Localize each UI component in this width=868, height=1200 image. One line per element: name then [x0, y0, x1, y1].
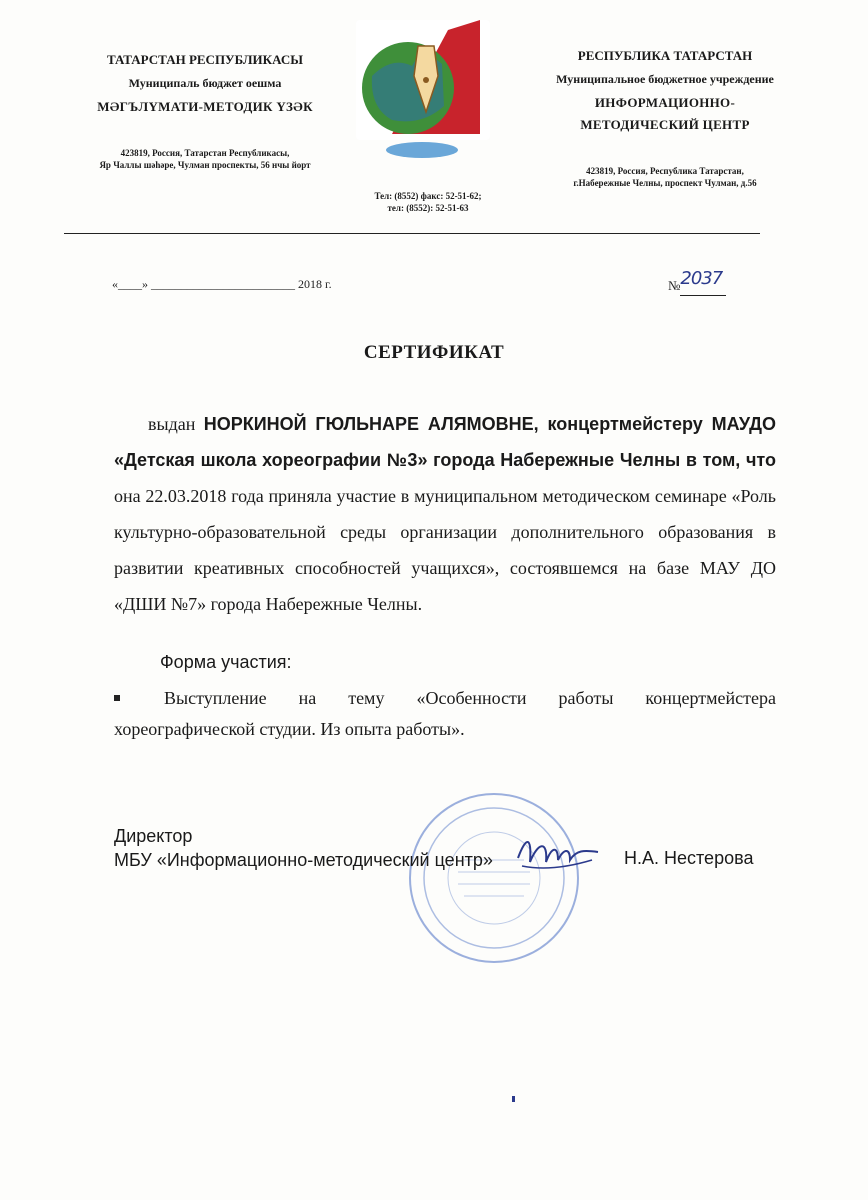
issued-word: выдан: [148, 414, 204, 434]
ink-mark: [512, 1096, 515, 1102]
signatory-position: [114, 824, 493, 872]
participation-item: Выступление на тему «Особенности работы концертмейстера хореографической студии. Из опыта работы».: [114, 688, 776, 739]
certificate-body: [114, 406, 776, 622]
certificate-title: СЕРТИФИКАТ: [363, 342, 505, 363]
header-right-address-line2: г.Набережные Челны, проспект Чулман, д.56: [573, 178, 757, 188]
position-organization: МБУ «Информационно-методический центр»: [114, 850, 493, 870]
header-right-center-name-1: ИНФОРМАЦИОННО-: [594, 95, 736, 110]
emblem-logo: [352, 16, 500, 166]
bullet-square-icon: [114, 695, 120, 701]
body-text: она 22.03.2018 года приняла участие в муниципальном методическом семинаре «Роль культурно-образовательной среды организации дополнительного образования в развитии креативных способностей учащихся», состоявшемся на базе МАУ ДО «ДШИ №7» города Набережные Челны.: [114, 486, 776, 614]
number-prefix: №: [668, 278, 681, 293]
signatory-name: Н.А. Нестерова: [624, 848, 754, 868]
header-divider: [64, 233, 760, 234]
director-signature: [512, 822, 602, 882]
header-left-center-name: МӘГЪЛҮМАТИ-МЕТОДИК ҮЗӘК: [97, 99, 313, 114]
pen-nib-hole: [423, 77, 429, 83]
header-left-institution-type: Муниципаль бюджет оешма: [128, 76, 282, 90]
recipient-name: НОРКИНОЙ ГЮЛЬНАРЕ АЛЯМОВНЕ, концертмейстеру МАУДО «Детская школа хореографии №3» города Набережные Челны в том, что: [114, 414, 777, 470]
contact-line1: Тел: (8552) факс: 52-51-62;: [374, 191, 482, 201]
date-line: «____» ________________________ 2018 г.: [112, 277, 332, 291]
position-title: Директор: [114, 826, 193, 846]
header-right-institution-type: Муниципальное бюджетное учреждение: [556, 72, 774, 86]
document-number: [668, 268, 726, 296]
header-left-tatar: [40, 52, 370, 171]
participation-list: [114, 683, 776, 745]
header-right-russian: [500, 48, 830, 189]
header-right-center-name-2: МЕТОДИЧЕСКИЙ ЦЕНТР: [580, 117, 750, 132]
header-left-address-line1: 423819, Россия, Татарстан Республикасы,: [120, 148, 290, 158]
logo-base-ellipse: [386, 142, 458, 158]
header-left-republic: ТАТАРСТАН РЕСПУБЛИКАСЫ: [107, 52, 303, 67]
signature-stroke: [518, 842, 598, 862]
header-right-republic: РЕСПУБЛИКА ТАТАРСТАН: [577, 48, 753, 63]
contact-phones: [340, 190, 516, 214]
handwritten-number: 2037: [680, 268, 723, 289]
contact-line2: тел: (8552): 52-51-63: [387, 203, 469, 213]
header-right-address-line1: 423819, Россия, Республика Татарстан,: [586, 166, 744, 176]
participation-label: Форма участия:: [160, 652, 292, 672]
signature-underline: [522, 860, 592, 868]
header-left-address-line2: Яр Чаллы шәһәре, Чулман проспекты, 56 нчы йорт: [99, 160, 311, 170]
